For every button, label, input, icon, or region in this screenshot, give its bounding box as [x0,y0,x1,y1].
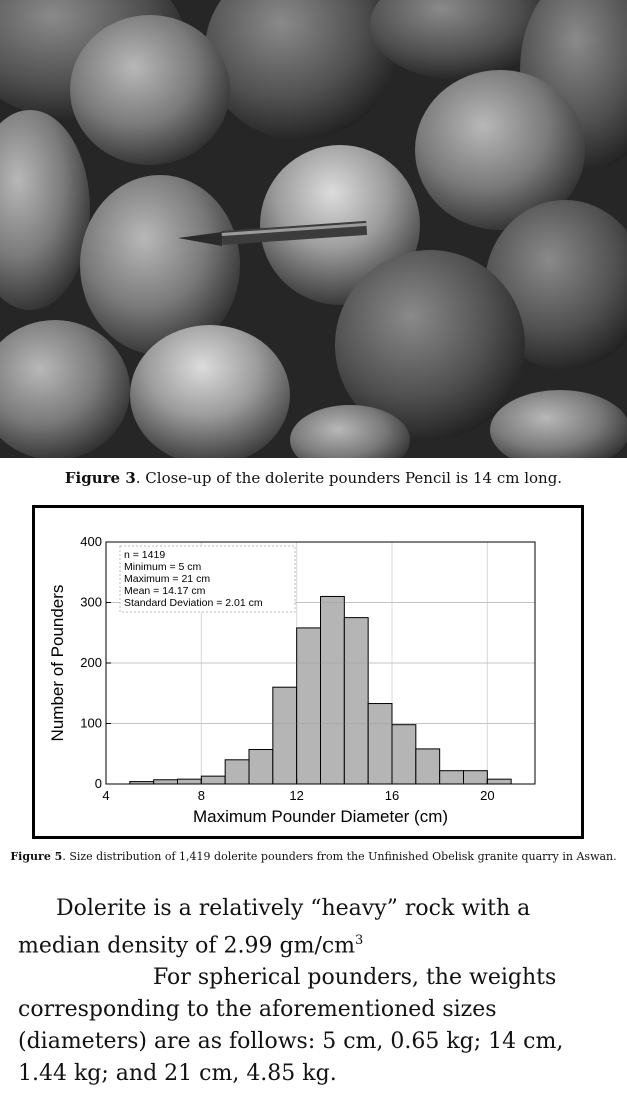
histogram-svg [35,508,581,836]
stats-line: Minimum = 5 cm [124,561,202,573]
paragraph-density [18,893,618,962]
histogram-bar [416,749,440,784]
histogram-bar [392,725,416,784]
y-tick-label: 100 [80,715,102,731]
x-tick-label: 20 [480,788,495,803]
histogram-bar [178,779,202,784]
figure5-label: Figure 5 [10,850,63,863]
x-tick-label: 8 [197,788,205,803]
figure5-caption-text: . Size distribution of 1,419 dolerite pounders from the Unfinished Obelisk granite quarry in Aswan. [62,850,617,863]
p1-line1: Dolerite is a relatively “heavy” rock with a [56,896,531,921]
stats-line: Standard Deviation = 2.01 cm [124,597,263,609]
stats-line: n = 1419 [124,549,166,561]
figure3-caption-text: . Close-up of the dolerite pounders Pencil is 14 cm long. [135,469,563,487]
histogram-bar [297,628,321,784]
pounders-photo [0,0,627,458]
p2-line4: 1.44 kg; and 21 cm, 4.85 kg. [18,1061,337,1087]
histogram-bar [154,780,178,784]
histogram-bar [249,750,273,784]
p2-line1: For spherical pounders, the weights [153,965,557,991]
p1-line2-text: median density of 2.99 gm/cm [18,933,356,959]
p2-line3: (diameters) are as follows: 5 cm, 0.65 kg; 14 cm, [18,1029,564,1055]
p1-line2-superscript: 3 [355,933,364,948]
p2-line2: corresponding to the aforementioned sizes [18,997,497,1023]
body-text [18,893,618,1090]
histogram-bar [368,704,392,784]
histogram-bar [440,771,464,784]
p1-line2 [18,925,618,962]
y-axis-label: Number of Pounders [48,584,67,742]
stats-line: Maximum = 21 cm [124,573,211,585]
figure3-caption [0,469,627,487]
figure5-caption [0,850,627,863]
histogram-bar [487,779,511,784]
histogram-bar [344,618,368,784]
histogram-bar [273,687,297,784]
x-tick-label: 16 [384,788,400,803]
stats-line: Mean = 14.17 cm [124,585,206,597]
pounders-photo-illustration [0,0,627,458]
y-tick-label: 0 [94,776,102,791]
y-tick-label: 300 [80,594,102,610]
paragraph-weights [18,962,618,1090]
stats-box [120,546,295,612]
y-tick-label: 200 [80,655,102,670]
x-tick-label: 12 [289,788,304,803]
histogram-chart [32,505,584,839]
histogram-bar [321,596,345,784]
x-tick-label: 4 [102,788,110,803]
histogram-bar [464,771,488,784]
figure3-label: Figure 3 [64,469,136,487]
y-tick-label: 400 [80,534,102,549]
x-axis-label: Maximum Pounder Diameter (cm) [192,807,449,826]
histogram-bar [201,776,225,784]
histogram-bar [225,760,249,784]
